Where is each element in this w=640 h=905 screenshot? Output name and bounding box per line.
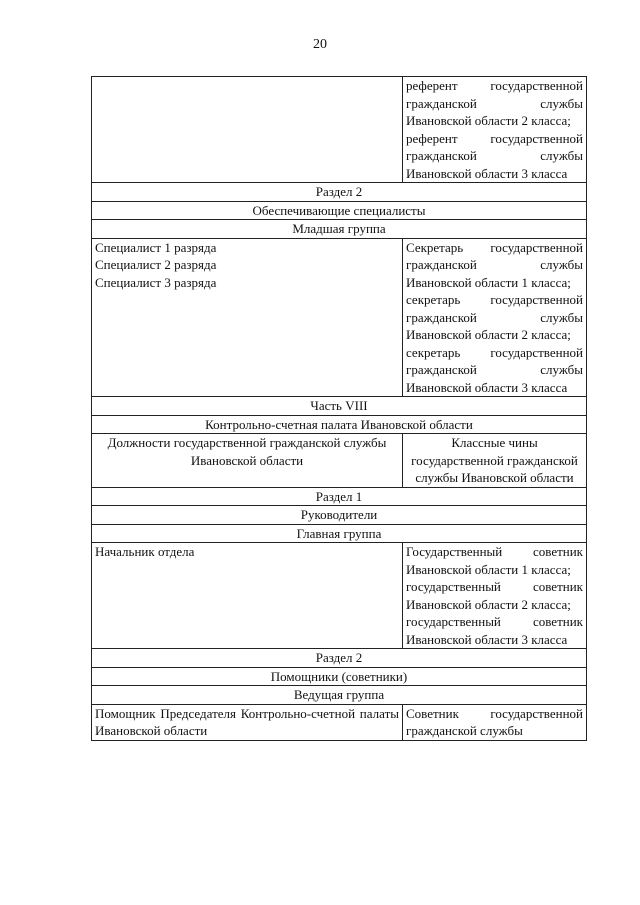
section-heading: Главная группа	[92, 524, 587, 543]
section-heading: Помощники (советники)	[92, 667, 587, 686]
class-rank-entry: референт государственной гражданской службы Ивановской области 3 класса	[406, 130, 583, 181]
section-heading: Младшая группа	[92, 220, 587, 239]
position-cell	[92, 77, 403, 183]
position-cell	[92, 238, 403, 397]
section-heading: Часть VIII	[92, 397, 587, 416]
section-heading-row	[92, 686, 587, 705]
position-title: Специалист 1 разряда	[95, 239, 217, 255]
class-rank-cell	[403, 704, 587, 740]
section-heading: Обеспечивающие специалисты	[92, 201, 587, 220]
class-rank-cell	[403, 238, 587, 397]
column-header-positions	[92, 434, 403, 488]
page-number: 20	[313, 37, 327, 52]
section-heading-row	[92, 183, 587, 202]
section-heading-row	[92, 397, 587, 416]
section-heading: Раздел 2	[92, 183, 587, 202]
section-heading-row	[92, 487, 587, 506]
class-rank-entry: Государственный советник Ивановской области 1 класса;	[406, 544, 583, 577]
position-row	[92, 238, 587, 397]
position-title: Должности государственной гражданской службы Ивановской области	[107, 435, 387, 468]
position-row	[92, 704, 587, 740]
section-heading-row	[92, 506, 587, 525]
class-rank-entry: секретарь государственной гражданской службы Ивановской области 3 класса	[406, 344, 583, 395]
position-title: Специалист 2 разряда	[95, 257, 217, 272]
position-title: Начальник отдела	[95, 544, 195, 559]
section-heading-row	[92, 667, 587, 686]
section-heading-row	[92, 415, 587, 434]
position-title: Специалист 3 разряда	[95, 274, 217, 290]
section-heading-row	[92, 649, 587, 668]
section-heading: Ведущая группа	[92, 686, 587, 705]
position-cell	[92, 543, 403, 649]
section-heading: Контрольно-счетная палата Ивановской области	[92, 415, 587, 434]
rank-table-body	[92, 77, 587, 741]
section-heading: Руководители	[92, 506, 587, 525]
position-row	[92, 543, 587, 649]
class-rank-entry: Классные чины государственной гражданской службы Ивановской области	[411, 435, 578, 485]
section-heading-row	[92, 201, 587, 220]
class-rank-cell	[403, 77, 587, 183]
class-rank-entry: государственный советник Ивановской области 3 класса	[406, 614, 583, 647]
column-header-ranks	[403, 434, 587, 488]
rank-table	[91, 76, 587, 741]
section-heading-row	[92, 220, 587, 239]
position-row	[92, 77, 587, 183]
class-rank-entry: Советник государственной гражданской службы	[406, 705, 583, 738]
column-header-row	[92, 434, 587, 488]
position-cell	[92, 704, 403, 740]
class-rank-cell	[403, 543, 587, 649]
position-title: Помощник Председателя Контрольно-счетной палаты Ивановской области	[95, 705, 399, 738]
section-heading: Раздел 1	[92, 487, 587, 506]
section-heading: Раздел 2	[92, 649, 587, 668]
class-rank-entry: Секретарь государственной гражданской службы Ивановской области 1 класса;	[406, 239, 583, 290]
section-heading-row	[92, 524, 587, 543]
class-rank-entry: секретарь государственной гражданской службы Ивановской области 2 класса;	[406, 292, 583, 342]
class-rank-entry: государственный советник Ивановской области 2 класса;	[406, 579, 583, 612]
class-rank-entry: референт государственной гражданской службы Ивановской области 2 класса;	[406, 78, 583, 128]
